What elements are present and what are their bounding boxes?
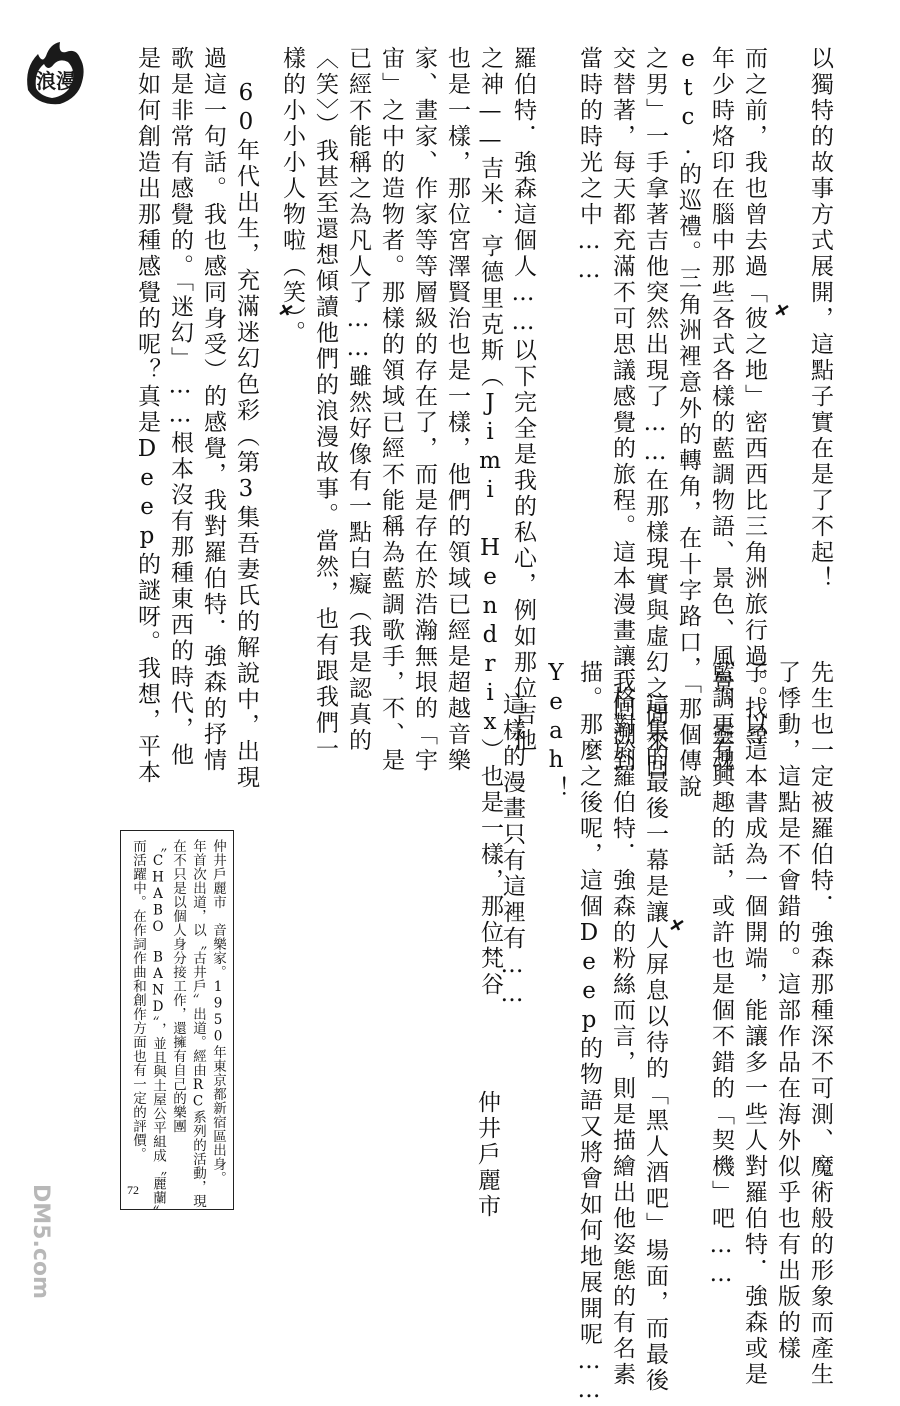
text-column: 〈笑〉）我甚至還想傾讀他們的浪漫故事。當然，也有跟我們一 (312, 46, 338, 763)
author-bio-box (120, 830, 234, 1219)
bio-line: 年首次出道，以〝古井戶〞出道。經由RC系列的活動，現 (190, 839, 206, 1208)
text-column: 描。那麼之後呢，這個Deep的物語又將會如何地展開呢…… (576, 660, 602, 1406)
text-column: 宙」之中的造物者。那樣的領域已經不能稱為藍調歌手，不、是 (378, 46, 404, 774)
author-signature: 仲井戶麗市 (474, 1090, 500, 1220)
text-column: 這樣的漫畫只有這裡有…… (499, 692, 525, 1010)
text-column: etc.的巡禮。三角洲裡意外的轉角，在十字路口，「那個傳說 (675, 46, 701, 801)
text-column: 是如何創造出那種感覺的呢？真是Deep的謎呀。我想，平本 (134, 46, 160, 786)
svg-text:DM5.com: DM5.com (28, 1184, 53, 1299)
text-column: 羅伯特．強森這個人……以下完全是我的私心，例如那位吉他 (510, 46, 536, 754)
page-number: 72 (127, 1183, 139, 1197)
text-column: 樣的小小小人物啦（笑）。 (279, 46, 305, 347)
text-column: 了悸動，這點是不會錯的。這部作品在海外似乎也有出版的樣 (774, 660, 800, 1362)
text-column: 一格對於羅伯特．強森的粉絲而言，則是描繪出他姿態的有名素 (609, 660, 635, 1388)
text-column: 家、畫家、作家等等層級的存在了，而是存在於浩瀚無垠的「宇 (411, 46, 437, 774)
text-column: 之男」一手拿著吉他突然出現了……在那樣現實與虛幻之間來回 (642, 46, 668, 780)
text-column: Yeah！ (543, 660, 569, 802)
text-column: 而之前，我也曾去過「彼之地」密西西比三角洲旅行過。找尋 (741, 46, 767, 748)
text-column: 先生也一定被羅伯特．強森那種深不可測、魔術般的形象而產生 (807, 660, 833, 1388)
text-column: 年少時烙印在腦中那些各式各樣的藍調物語、景色、風景、靈魂 (708, 46, 734, 774)
publisher-logo-icon (20, 38, 92, 110)
site-watermark-icon (8, 1180, 53, 1299)
text-column: 已經不能稱之為凡人了……雖然好像有一點白癡（我是認真的 (345, 46, 371, 754)
bio-line: 〝CHABO BAND〞，並且與土屋公平組成〝麗蘭〞 (150, 839, 166, 1219)
svg-text:浪漫: 浪漫 (36, 69, 76, 93)
bio-line: 仲井戶麗市 音樂家。1950年東京都新宿區出身。 (210, 839, 226, 1185)
bio-line: 而活躍中。在作詞作曲和創作方面也有一定的評價。 (130, 839, 146, 1161)
bio-line: 在不只是以個人身分接工作，還擁有自己的樂團 (170, 839, 186, 1133)
text-column: 藍調更有興趣的話，或許也是個不錯的「契機」吧…… (708, 660, 734, 1290)
text-column: 歌是非常有感覺的。「迷幻」……根本沒有那種東西的時代，他 (167, 46, 193, 769)
section-separator-icon (667, 915, 687, 935)
text-column: 子。以這本書成為一個開端，能讓多一些人對羅伯特．強森或是 (741, 660, 767, 1388)
text-column: 這集的最後一幕是讓人屏息以待的「黑人酒吧」場面，而最後 (642, 692, 668, 1394)
text-column: 交替著，每天都充滿不可思議感覺的旅程。這本漫畫讓我回溯到 (609, 46, 635, 774)
text-column: 當時的時光之中…… (576, 46, 602, 286)
text-column: 過這一句話。我也感同身受）的感覺，我對羅伯特．強森的抒情 (200, 46, 226, 774)
text-column: 也是一樣，那位宮澤賢治也是一樣，他們的領域已經是超越音樂 (444, 46, 470, 774)
text-column: 之神——吉米．亨德里克斯（Jimi Hendrix）也是一樣，那位梵谷 (477, 46, 503, 998)
section-separator-icon (772, 300, 792, 320)
text-column: 60年代出生，充滿迷幻色彩（第3集吾妻氏的解說中，出現 (233, 80, 259, 791)
text-column: 以獨特的故事方式展開，這點子實在是了不起！ (807, 46, 833, 592)
section-separator-icon (276, 300, 296, 320)
